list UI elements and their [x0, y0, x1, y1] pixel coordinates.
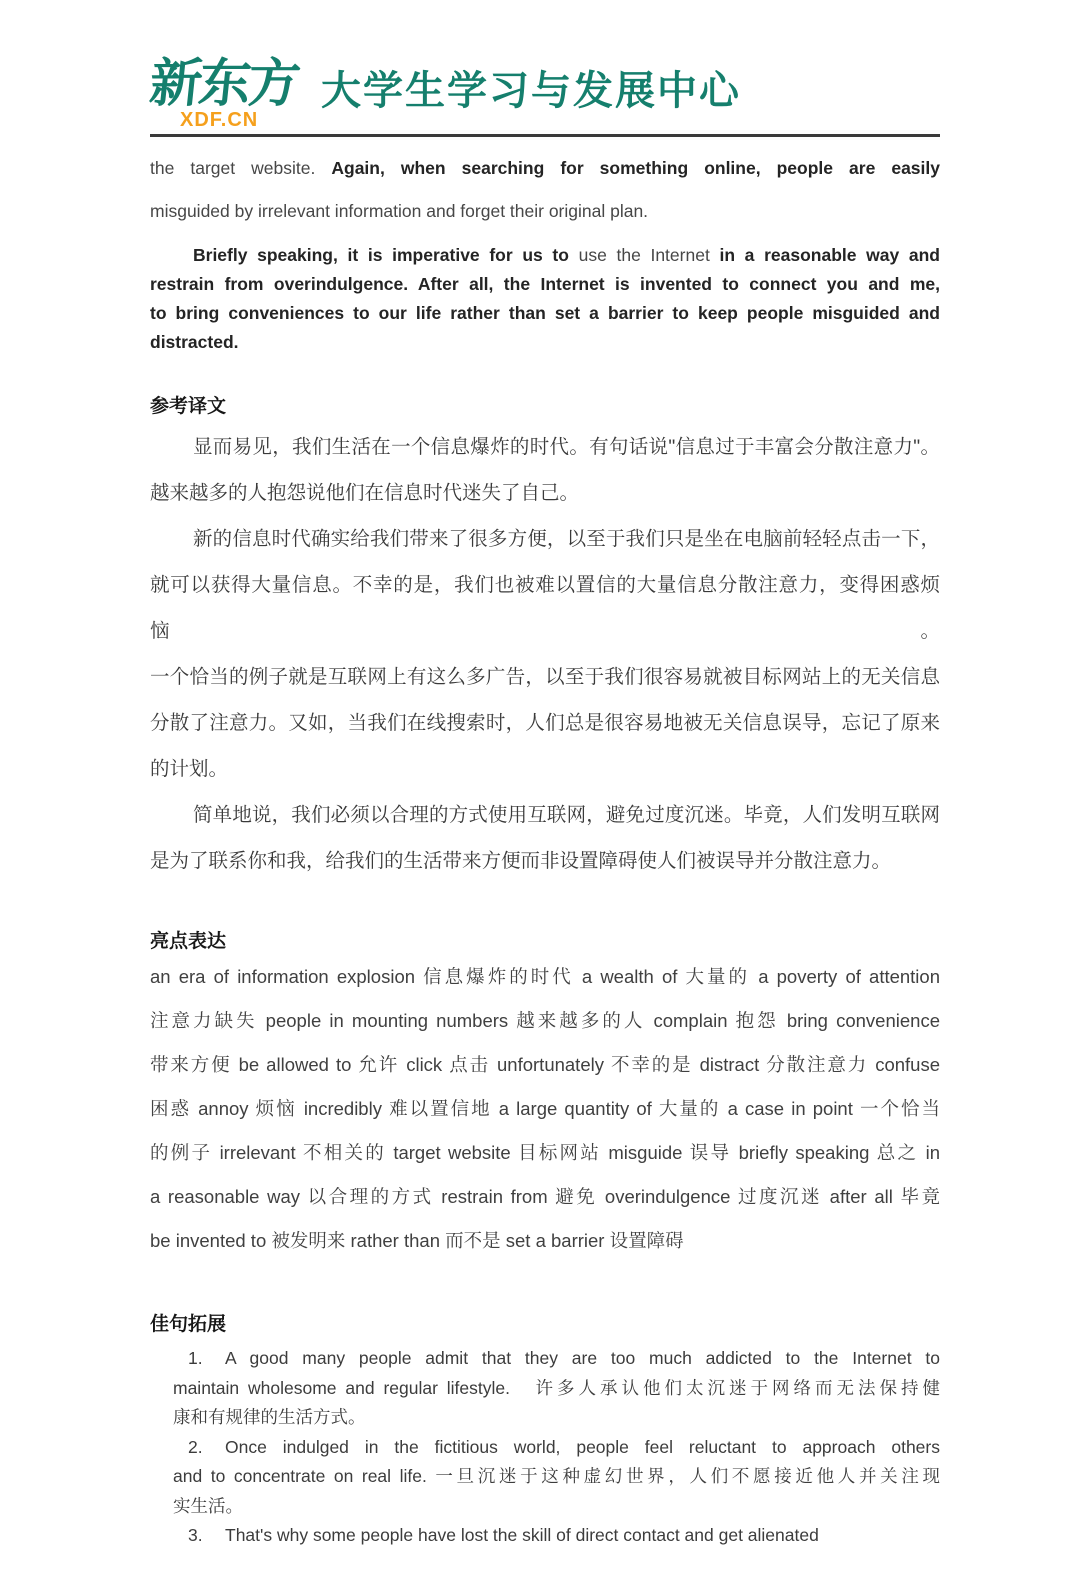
text-segment-bold: in a reasonable way and — [719, 245, 940, 265]
essay-line — [150, 147, 940, 190]
translation-line: 是为了联系你和我，给我们的生活带来方便而非设置障碍使人们被误导并分散注意力。 — [150, 850, 892, 872]
section-heading-translation: 参考译文 — [150, 396, 227, 417]
essay-line: restrain from overindulgence. After all, the Internet is invented to connect you and me, — [150, 274, 940, 294]
logo-wordmark: 新东方 — [146, 55, 301, 113]
sentence-line — [150, 1344, 940, 1374]
translation-line: 简单地说，我们必须以合理的方式使用互联网，避免过度沉迷。毕竟，人们发明互联网 — [193, 804, 940, 826]
section-heading-highlights: 亮点表达 — [150, 931, 227, 952]
vocab-line: be invented to 被发明来 rather than 而不是 set a barrier 设置障碍 — [150, 1230, 684, 1251]
xdf-logo — [146, 52, 307, 131]
logo-domain-text: XDF.CN — [180, 109, 259, 131]
list-number: 1. — [188, 1348, 203, 1368]
vocab-line: an era of information explosion 信息爆炸的时代 a wealth of 大量的 a poverty of attention — [150, 966, 940, 987]
vocab-line: 注意力缺失 people in mounting numbers 越来越多的人 complain 抱怨 bring convenience — [150, 1010, 940, 1031]
vocab-line: a reasonable way 以合理的方式 restrain from 避免 overindulgence 过度沉迷 after all 毕竟 — [150, 1186, 940, 1207]
sentence-line: maintain wholesome and regular lifestyle. 许多人承认他们太沉迷于网络而无法保持健 — [173, 1377, 940, 1398]
sentence-line — [150, 1521, 940, 1551]
essay-line: distracted. — [150, 332, 239, 352]
list-number: 3. — [188, 1525, 203, 1545]
vocab-line: 困惑 annoy 烦恼 incredibly 难以置信地 a large quantity of 大量的 a case in point 一个恰当 — [150, 1098, 940, 1119]
essay-line: to bring conveniences to our life rather than set a barrier to keep people misguided and — [150, 303, 940, 323]
translation-line: 分散了注意力。又如，当我们在线搜索时，人们总是很容易地被无关信息误导，忘记了原来 — [150, 712, 940, 734]
translation-line: 的计划。 — [150, 758, 229, 780]
sentence-line: 康和有规律的生活方式。 — [173, 1407, 366, 1427]
essay-line: misguided by irrelevant information and forget their original plan. — [150, 201, 649, 221]
translation-section — [150, 424, 940, 884]
translation-line: 一个恰当的例子就是互联网上有这么多广告，以至于我们很容易就被目标网站上的无关信息 — [150, 666, 940, 688]
essay-paragraph-2 — [150, 241, 940, 357]
text-segment: the target website. — [150, 158, 332, 178]
essay-line — [150, 241, 940, 270]
translation-line: 越来越多的人抱怨说他们在信息时代迷失了自己。 — [150, 482, 580, 504]
text-segment-bold: Again, when searching for something online, people are easily — [331, 158, 940, 178]
vocab-line: 带来方便 be allowed to 允许 click 点击 unfortunately 不幸的是 distract 分散注意力 confuse — [150, 1054, 940, 1075]
sentence-line — [150, 1433, 940, 1463]
list-number: 2. — [188, 1436, 203, 1457]
page-title: 大学生学习与发展中心 — [321, 69, 742, 113]
section-heading-sentences: 佳句拓展 — [150, 1314, 227, 1335]
vocab-line: 的例子 irrelevant 不相关的 target website 目标网站 misguide 误导 briefly speaking 总之 in — [150, 1142, 940, 1163]
sentences-section — [150, 1344, 940, 1551]
header-divider — [150, 134, 940, 137]
translation-line: 就可以获得大量信息。不幸的是，我们也被难以置信的大量信息分散注意力，变得困惑烦恼。 — [150, 574, 940, 642]
text-segment-bold: Briefly speaking, it is imperative for us to — [193, 245, 579, 265]
text-segment: Once indulged in the fictitious world, people feel reluctant to approach others — [225, 1436, 940, 1457]
text-segment: use the Internet — [578, 245, 720, 265]
translation-line: 显而易见，我们生活在一个信息爆炸的时代。有句话说"信息过于丰富会分散注意力"。 — [193, 436, 940, 458]
highlights-section — [150, 955, 940, 1263]
text-segment: A good many people admit that they are too much addicted to the Internet to — [225, 1348, 940, 1368]
essay-paragraph-1 — [150, 147, 940, 233]
header — [146, 0, 940, 131]
text-segment: That's why some people have lost the skill of direct contact and get alienated — [225, 1525, 819, 1545]
translation-line: 新的信息时代确实给我们带来了很多方便，以至于我们只是坐在电脑前轻轻点击一下， — [193, 528, 940, 550]
sentence-line: and to concentrate on real life. 一旦沉迷于这种虚幻世界，人们不愿接近他人并关注现 — [173, 1466, 940, 1486]
sentence-line: 实生活。 — [173, 1495, 243, 1516]
